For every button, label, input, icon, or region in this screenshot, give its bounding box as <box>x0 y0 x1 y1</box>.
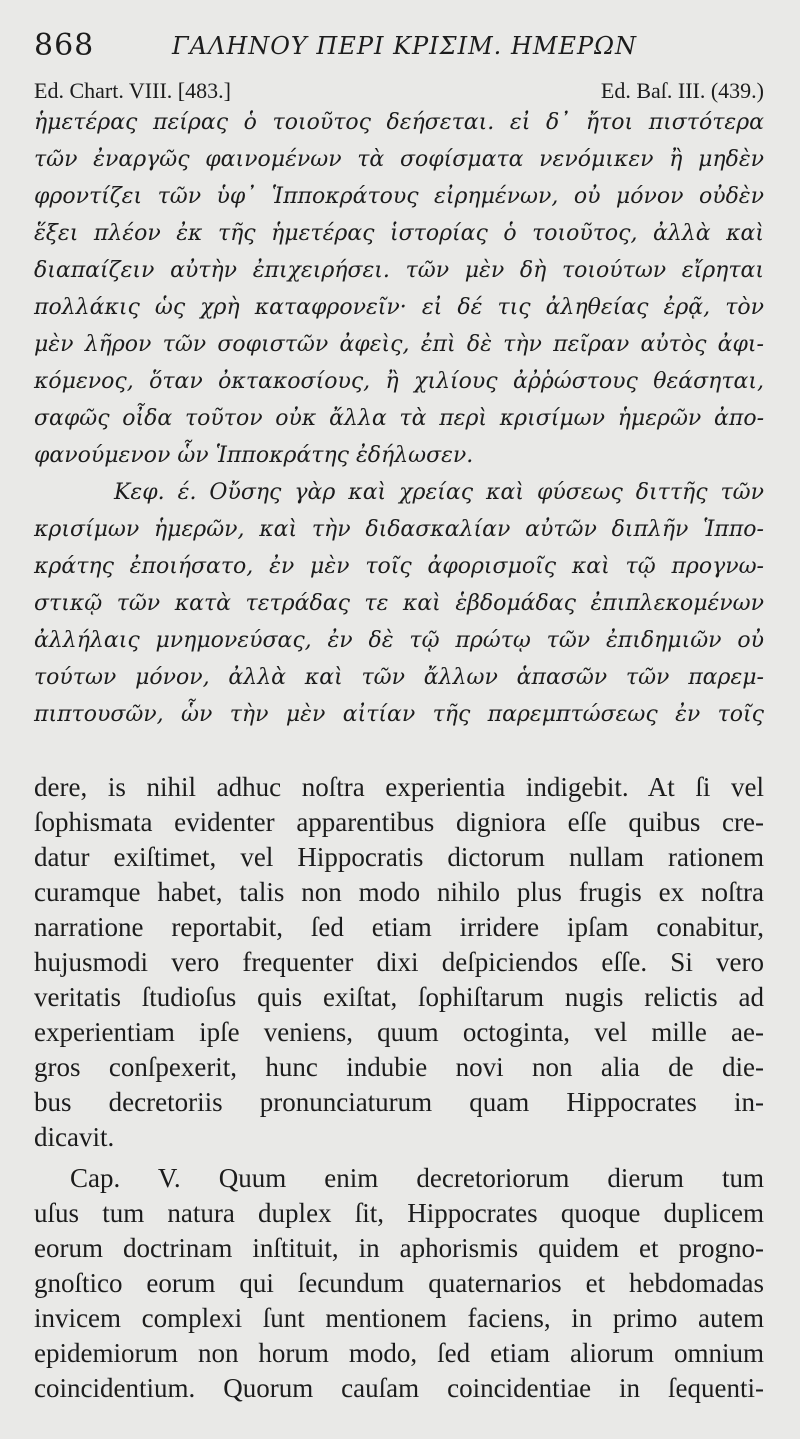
text-line: hujusmodi vero frequenter dixi deſpiciendos eſſe. Si vero <box>34 947 764 977</box>
page-header <box>34 28 764 68</box>
chapter-heading-line: Κεφ. έ. Οὔσης γὰρ καὶ χρείας καὶ φύσεως διττῆς τῶν <box>114 480 764 505</box>
text-line: uſus tum natura duplex ſit, Hippocrates quoque duplicem <box>34 1198 764 1228</box>
text-line: μὲν λῆρον τῶν σοφιστῶν ἀφεὶς, ἐπὶ δὲ τὴν πεῖραν αὐτὸς ἀφι- <box>34 332 764 357</box>
text-line: διαπαίζειν αὐτὴν ἐπιχειρήσει. τῶν μὲν δὴ τοιούτων εἴρηται <box>34 258 764 283</box>
text-line: ἡμετέρας πείρας ὁ τοιοῦτος δεήσεται. εἰ δ᾽ ἤτοι πιστότερα <box>34 110 764 135</box>
text-line: τῶν ἐναργῶς φαινομένων τὰ σοφίσματα νενόμικεν ἢ μηδὲν <box>34 147 764 172</box>
text-line: curamque habet, talis non modo nihilo plus frugis ex noſtra <box>34 877 764 907</box>
text-line: eorum doctrinam inſtituit, in aphorismis quidem et progno- <box>34 1233 764 1263</box>
text-line: ἕξει πλέον ἐκ τῆς ἡμετέρας ἱστορίας ὁ τοιοῦτος, ἀλλὰ καὶ <box>34 221 764 246</box>
text-line: σαφῶς οἶδα τοῦτον οὐκ ἄλλα τὰ περὶ κρισίμων ἡμερῶν ἀπο- <box>34 406 764 431</box>
greek-paragraph-2 <box>34 474 764 511</box>
text-line: narratione reportabit, ſed etiam irridere ipſam conabitur, <box>34 912 764 942</box>
text-line: invicem complexi ſunt mentionem faciens, in primo autem <box>34 1303 764 1333</box>
text-line: φροντίζει τῶν ὑφ᾽ Ἱπποκράτους εἰρημένων, οὐ μόνον οὐδὲν <box>34 184 764 209</box>
text-line: τούτων μόνον, ἀλλὰ καὶ τῶν ἄλλων ἁπασῶν τῶν παρεμ- <box>34 665 764 690</box>
text-line: dere, is nihil adhuc noſtra experientia indigebit. At ſi vel <box>34 772 764 802</box>
text-line: ἀλλήλαις μνημονεύσας, ἐν δὲ τῷ πρώτῳ τῶν ἐπιδημιῶν οὐ <box>34 628 764 653</box>
running-title: ΓΑΛΗΝΟΥ ΠΕΡΙ ΚΡΙΣΙΜ. ΗΜΕΡΩΝ <box>172 32 638 60</box>
latin-paragraph-2 <box>34 1161 764 1406</box>
latin-text-block <box>34 770 764 1406</box>
text-line: κράτης ἐποιήσατο, ἐν μὲν τοῖς ἀφορισμοῖς καὶ τῷ προγνω- <box>34 554 764 579</box>
text-line: veritatis ſtudioſus quis exiſtat, ſophiſtarum nugis relictis ad <box>34 982 764 1012</box>
text-line: ſophismata evidenter apparentibus digniora eſſe quibus cre- <box>34 807 764 837</box>
greek-paragraph-1 <box>34 104 764 474</box>
text-line: gnoſtico eorum qui ſecundum quaternarios et hebdomadas <box>34 1268 764 1298</box>
text-line: κόμενος, ὅταν ὀκτακοσίους, ἢ χιλίους ἀῤῥώστους θεάσηται, <box>34 369 764 394</box>
text-line: gros conſpexerit, hunc indubie novi non alia de die- <box>34 1052 764 1082</box>
latin-paragraph-1 <box>34 770 764 1155</box>
text-line: dicavit. <box>34 1122 115 1152</box>
text-line: πιπτουσῶν, ὧν τὴν μὲν αἰτίαν τῆς παρεμπτώσεως ἐν τοῖς <box>34 702 764 727</box>
greek-text-block <box>34 104 764 733</box>
text-line: epidemiorum non horum modo, ſed etiam aliorum omnium <box>34 1338 764 1368</box>
text-line: coincidentium. Quorum cauſam coincidentiae in ſequenti- <box>34 1373 764 1403</box>
text-line: φανούμενον ὧν Ἱπποκράτης ἐδήλωσεν. <box>34 443 474 468</box>
greek-paragraph-2-body <box>34 511 764 733</box>
text-line: κρισίμων ἡμερῶν, καὶ τὴν διδασκαλίαν αὐτῶν διπλῆν Ἱππο- <box>34 517 764 542</box>
text-line: στικῷ τῶν κατὰ τετράδας τε καὶ ἑβδομάδας ἐπιπλεκομένων <box>34 591 764 616</box>
text-line: datur exiſtimet, vel Hippocratis dictorum nullam rationem <box>34 842 764 872</box>
edition-chartier: Ed. Chart. VIII. [483.] <box>34 78 231 103</box>
text-line: bus decretoriis pronunciaturum quam Hippocrates in- <box>34 1087 764 1117</box>
text-line: experientiam ipſe veniens, quum octoginta, vel mille ae- <box>34 1017 764 1047</box>
edition-reference-line <box>34 78 764 106</box>
text-line: πολλάκις ὡς χρὴ καταφρονεῖν· εἰ δέ τις ἀληθείας ἐρᾷ, τὸν <box>34 295 764 320</box>
edition-basel: Ed. Baſ. III. (439.) <box>600 78 764 103</box>
page-number: 868 <box>34 28 95 63</box>
chapter-heading-line: Cap. V. Quum enim decretoriorum dierum tum <box>70 1163 764 1193</box>
